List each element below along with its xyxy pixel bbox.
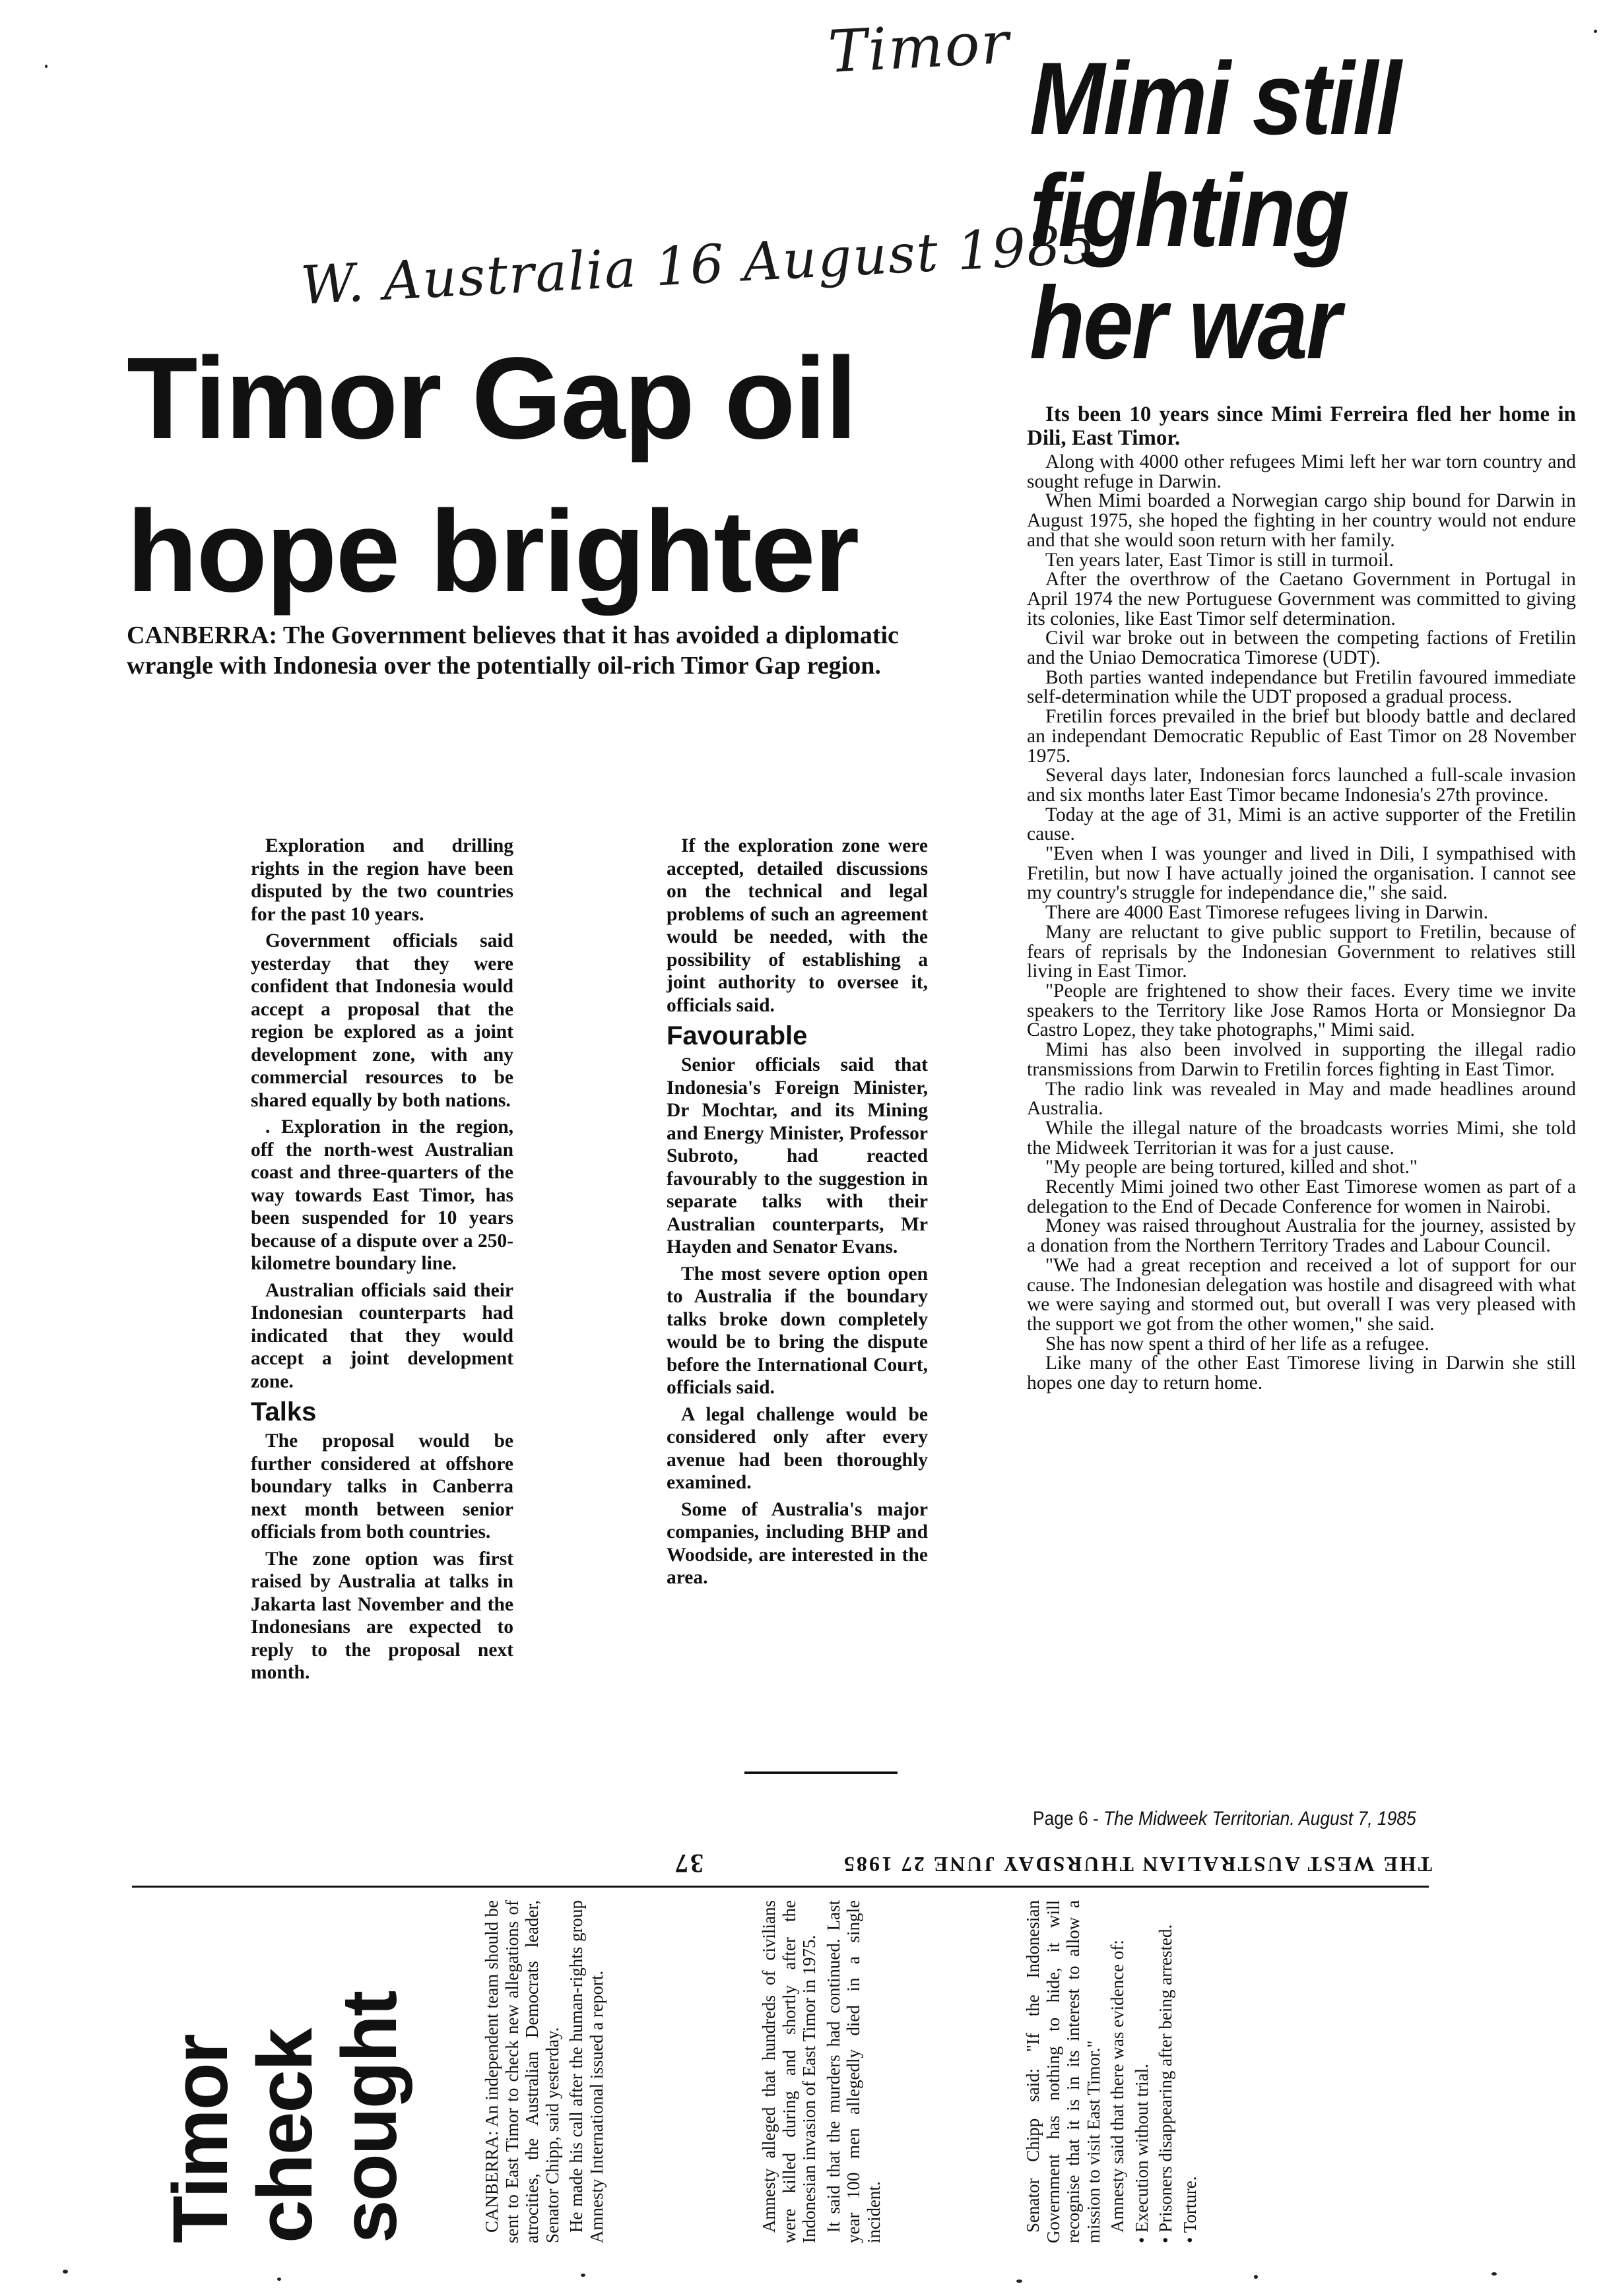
paragraph: The zone option was first raised by Australia at talks in Jakarta last November and the Indonesians are expected to reply to the proposal next month. — [251, 1548, 513, 1683]
paragraph: Exploration and drilling rights in the region have been disputed by the two countries for the past 10 years. — [251, 835, 513, 925]
bullet-item: • Torture. — [1179, 2176, 1200, 2243]
paragraph: Senior officials said that Indonesia's Foreign Minister, Dr Mochtar, and its Mining and Energy Minister, Professor Subroto, had reacted favourably to the suggestion in separate talks with their Australian counterparts, Mr Hayden and Senator Evans. — [667, 1054, 928, 1258]
timor-gap-lead: CANBERRA: The Government believes that it has avoided a diplomatic wrangle with Indonesia over the potentially oil-rich Timor Gap region. — [127, 622, 899, 680]
paragraph: After the overthrow of the Caetano Government in Portugal in April 1974 the new Portuguese Government was committed to giving its colonies, like East Timor self determination. — [1027, 569, 1576, 629]
timor-check-clipping — [132, 1894, 1425, 2250]
paragraph: "Even when I was younger and lived in Dili, I sympathised with Fretilin, but now I have actually joined the organisation. I cannot see my country's struggle for independance die," she said. — [1027, 843, 1576, 904]
paragraph: "People are frightened to show their faces. Every time we invite speakers to the Territory like Jose Ramos Horta or Monsiegnor Da Castro Lopez, they take photographs," Mimi said. — [1027, 980, 1576, 1041]
timor-gap-column-1 — [251, 835, 513, 1688]
scan-speck — [45, 65, 48, 68]
headline-line-2: hope brighter — [127, 487, 859, 616]
paragraph: She has now spent a third of her life as a refugee. — [1045, 1333, 1429, 1355]
paragraph: Mimi has also been involved in supporting the illegal radio transmissions from Darwin to Fretilin forces fighting in East Timor. — [1027, 1039, 1576, 1080]
scan-speck — [1491, 2272, 1497, 2276]
subhead-talks: Talks — [251, 1397, 317, 1426]
paragraph: A legal challenge would be considered only after every avenue had been thoroughly examined. — [667, 1403, 928, 1493]
west-australian-masthead — [673, 1847, 1432, 1879]
paragraph: Recently Mimi joined two other East Timorese women as part of a delegation to the End of Decade Conference for women in Nairobi. — [1027, 1176, 1576, 1217]
scan-speck — [581, 2274, 585, 2277]
page-number: 37 — [673, 1849, 704, 1878]
paragraph: Ten years later, East Timor is still in turmoil. — [1045, 549, 1394, 571]
paragraph: Amnesty said that there was evidence of: — [1107, 1940, 1127, 2233]
timor-gap-column-2 — [667, 835, 928, 1593]
paragraph: Several days later, Indonesian forcs launched a full-scale invasion and six months later East Timor became Indonesia's 27th province. — [1027, 765, 1576, 806]
scan-speck — [63, 2270, 68, 2274]
paragraph: CANBERRA: An independent team should be sent to East Timor to check new allegations of atrocities, the Australian Democrats leader, Senator Chipp, said yesterday. — [482, 1900, 562, 2243]
paragraph: Senator Chipp said: "If the Indonesian Government has nothing to hide, it will recognise that it is in its interest to allow a mission to visit East Timor." — [1023, 1900, 1103, 2243]
paragraph: Many are reluctant to give public support to Fretilin, because of fears of reprisals by the Indonesian Government to relatives still living in East Timor. — [1027, 921, 1576, 982]
headline-line-1: Timor Gap oil — [127, 334, 857, 463]
credit-page: Page 6 - — [1033, 1808, 1104, 1830]
paragraph: He made his call after the human-rights group Amnesty International issued a report. — [566, 1900, 606, 2243]
scan-speck — [277, 2278, 281, 2281]
timor-check-headline — [158, 1900, 412, 2243]
paragraph: Today at the age of 31, Mimi is an active supporter of the Fretilin cause. — [1027, 804, 1576, 845]
handwritten-timor-note: Timor — [826, 8, 1012, 86]
paragraph: It said that the murders had continued. Last year 100 men allegedly died in a single incident. — [823, 1900, 884, 2243]
mimi-body — [1027, 402, 1576, 1393]
paragraph: The radio link was revealed in May and made headlines around Australia. — [1027, 1078, 1576, 1120]
mimi-headline — [1030, 43, 1552, 379]
headline-line-3: sought — [326, 1991, 413, 2243]
paragraph: The proposal would be further considered at offshore boundary talks in Canberra next month between senior officials from both countries. — [251, 1430, 513, 1543]
headline-line-2: fighting — [1030, 154, 1348, 269]
timor-check-column-1 — [482, 1900, 610, 2243]
paragraph: While the illegal nature of the broadcasts worries Mimi, she told the Midweek Territorian it was for a just cause. — [1027, 1117, 1576, 1159]
paragraph: "We had a great reception and received a lot of support for our cause. The Indonesian delegation was hostile and disagreed with what we were saying and stormed out, but overall I was very pleased with the support we got from the other women," she said. — [1027, 1254, 1576, 1335]
scan-speck — [1254, 2275, 1258, 2279]
timor-gap-headline — [127, 330, 1004, 620]
paragraph: If the exploration zone were accepted, detailed discussions on the technical and legal problems of such an agreement would be needed, with the possibility of establishing a joint authority to oversee it, officials said. — [667, 835, 928, 1016]
headline-line-2: check — [242, 2029, 329, 2243]
timor-check-column-3 — [1023, 1900, 1204, 2243]
headline-line-1: Mimi still — [1030, 42, 1400, 156]
paragraph: When Mimi boarded a Norwegian cargo ship bound for Darwin in August 1975, she hoped the fighting in her country would not endure and that she would soon return with her family. — [1027, 490, 1576, 551]
paragraph: "My people are being tortured, killed and shot." — [1045, 1157, 1418, 1178]
paragraph: Its been 10 years since Mimi Ferreira fled her home in Dili, East Timor. — [1027, 402, 1576, 450]
paragraph: Like many of the other East Timorese living in Darwin she still hopes one day to return home. — [1027, 1353, 1576, 1394]
paragraph: Fretilin forces prevailed in the brief but bloody battle and declared an independant Democratic Republic of East Timor on 28 November 1975. — [1027, 706, 1576, 767]
headline-line-3: her war — [1030, 266, 1340, 381]
subhead-favourable: Favourable — [667, 1021, 808, 1050]
paragraph: Both parties wanted independance but Fretilin favoured immediate self-determination while the UDT proposed a gradual process. — [1027, 666, 1576, 708]
paragraph: Australian officials said their Indonesian counterparts had indicated that they would accept a joint development zone. — [251, 1279, 513, 1392]
credit-source: The Midweek Territorian. August 7, 1985 — [1103, 1808, 1416, 1830]
scan-speck — [1594, 30, 1597, 33]
paragraph: There are 4000 East Timorese refugees living in Darwin. — [1045, 902, 1488, 924]
bullet-item: • Execution without trial. — [1131, 2064, 1152, 2243]
paragraph: Civil war broke out in between the competing factions of Fretilin and the Uniao Democratica Timorese (UDT). — [1027, 627, 1576, 669]
bullet-item: • Prisoners disappearing after being arrested. — [1156, 1924, 1175, 2243]
mimi-credit — [1033, 1808, 1416, 1830]
scan-speck — [1016, 2280, 1022, 2283]
paragraph: The most severe option open to Australia if the boundary talks broke down completely would be to bring the dispute before the International Court, officials said. — [667, 1263, 928, 1398]
paragraph: Along with 4000 other refugees Mimi left her war torn country and sought refuge in Darwin. — [1027, 451, 1576, 492]
handwritten-source-note: W. Australia 16 August 1985 — [299, 213, 1098, 317]
end-rule — [744, 1771, 898, 1774]
timor-check-column-2 — [759, 1900, 888, 2243]
paragraph: Amnesty alleged that hundreds of civilians were killed during and shortly after the Indonesian invasion of East Timor in 1975. — [759, 1900, 819, 2243]
paragraph: Money was raised throughout Australia for the journey, assisted by a donation from the Northern Territory Trades and Labour Council. — [1027, 1215, 1576, 1257]
masthead-text: THE WEST AUSTRALIAN THURSDAY JUNE 27 1985 — [841, 1853, 1432, 1876]
headline-line-1: Timor — [157, 2035, 244, 2243]
paragraph: Some of Australia's major companies, including BHP and Woodside, are interested in the area. — [667, 1498, 928, 1588]
clipping-top-rule — [132, 1886, 1429, 1888]
paragraph: . Exploration in the region, off the north-west Australian coast and three-quarters of the way towards East Timor, has been suspended for 10 years because of a dispute over a 250-kilometre boundary line. — [251, 1116, 513, 1274]
paragraph: Government officials said yesterday that they were confident that Indonesia would accept a proposal that the region be explored as a joint development zone, with any commercial resources to be shared equally by both nations. — [251, 930, 513, 1111]
